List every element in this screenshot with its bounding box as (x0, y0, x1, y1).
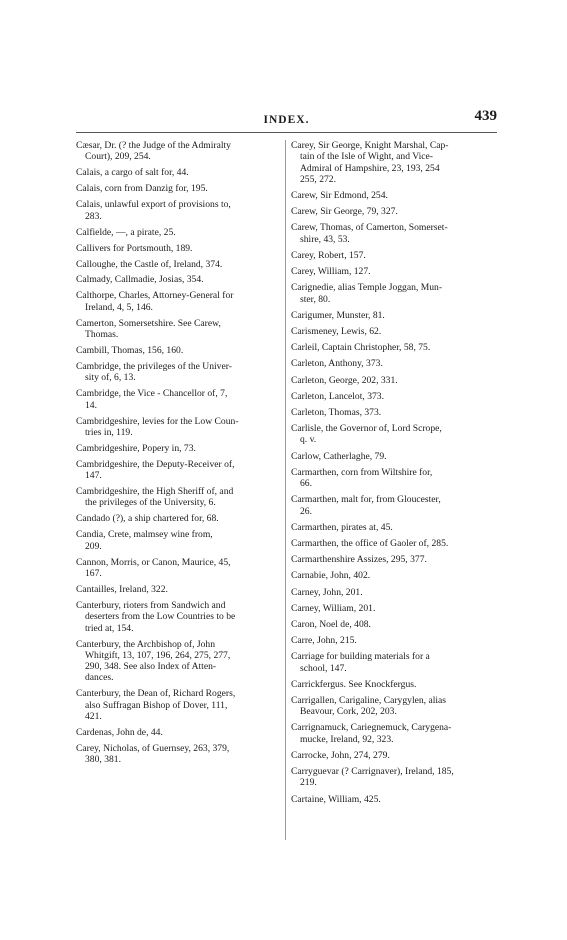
index-entry: Cambridge, the Vice - Chancellor of, 7, 14. (76, 388, 228, 411)
index-entry: Carnabie, John, 402. (291, 570, 371, 582)
index-entry: Cambridgeshire, levies for the Low Coun- tries in, 119. (76, 415, 239, 438)
index-entry: Camerton, Somersetshire. See Carew, Thomas. (76, 317, 221, 341)
index-entry: Carrignamuck, Cariegnemuck, Carygena- mucke, Ireland, 92, 323. (291, 722, 452, 745)
index-entry: Carrickfergus. See Knockfergus. (291, 678, 417, 690)
index-entry: Cambridgeshire, the High Sheriff of, and the privileges of the University, 6. (76, 486, 234, 509)
index-entry: Cardenas, John de, 44. (76, 726, 163, 738)
index-entry: Carre, John, 215. (291, 635, 357, 647)
index-column-right (291, 140, 496, 810)
index-entry: Candia, Crete, malmsey wine from, 209. (76, 529, 213, 552)
index-entry: Carey, William, 127. (291, 266, 371, 278)
index-entry: Callivers for Portsmouth, 189. (76, 242, 193, 254)
index-entry: Calloughe, the Castle of, Ireland, 374. (76, 258, 223, 270)
index-entry: Carleton, Lancelot, 373. (291, 390, 384, 402)
page-number: 439 (474, 108, 497, 124)
index-entry: Canterbury, the Archbishop of, John Whitgift, 13, 107, 196, 264, 275, 277, 290, 348. See also Index of Atten- dances. (76, 638, 231, 684)
index-entry: Carleton, Anthony, 373. (291, 358, 383, 370)
index-entry: Calthorpe, Charles, Attorney-General for Ireland, 4, 5, 146. (76, 290, 234, 313)
index-entry: Cambridgeshire, Popery in, 73. (76, 442, 196, 454)
index-entry: Carrigallen, Carigaline, Carygylen, alias Beavour, Cork, 202, 203. (291, 694, 447, 718)
index-entry: Carey, Sir George, Knight Marshal, Cap- tain of the Isle of Wight, and Vice- Admiral of Hampshire, 23, 193, 254 255, 272. (291, 140, 449, 185)
index-entry: Cambridgeshire, the Deputy-Receiver of, 147. (76, 458, 235, 482)
index-entry: Cambridge, the privileges of the Univer- sity of, 6, 13. (76, 361, 232, 384)
index-entry: Calfielde, —, a pirate, 25. (76, 226, 176, 238)
header-title: INDEX. (263, 114, 310, 126)
index-entry: Carmarthenshire Assizes, 295, 377. (291, 554, 427, 566)
running-header (76, 108, 497, 128)
index-entry: Calmady, Callmadie, Josias, 354. (76, 274, 204, 286)
index-entry: Carey, Nicholas, of Guernsey, 263, 379, 380, 381. (76, 742, 230, 766)
index-entry: Carleil, Captain Christopher, 58, 75. (291, 342, 431, 354)
index-entry: Calais, unlawful export of provisions to, 283. (76, 199, 231, 222)
index-column-left (76, 140, 281, 770)
index-entry: Canterbury, the Dean of, Richard Rogers, also Suffragan Bishop of Dover, 111, 421. (76, 688, 236, 722)
index-entry: Cantailles, Ireland, 322. (76, 583, 168, 595)
index-entry: Carriage for building materials for a school, 147. (291, 651, 430, 674)
index-entry: Carew, Sir Edmond, 254. (291, 190, 388, 202)
index-entry: Carew, Sir George, 79, 327. (291, 206, 398, 218)
index-entry: Carlow, Catherlaghe, 79. (291, 450, 387, 462)
index-entry: Cartaine, William, 425. (291, 793, 381, 805)
index-entry: Carney, John, 201. (291, 586, 363, 598)
index-entry: Carmarthen, malt for, from Gloucester, 26. (291, 494, 441, 517)
index-entry: Carlisle, the Governor of, Lord Scrope, q. v. (291, 423, 442, 446)
index-entry: Calais, corn from Danzig for, 195. (76, 183, 208, 195)
index-entry: Carrocke, John, 274, 279. (291, 749, 390, 761)
index-entry: Carismeney, Lewis, 62. (291, 325, 382, 337)
index-entry: Carleton, Thomas, 373. (291, 406, 382, 418)
index-entry: Carmarthen, the office of Gaoler of, 285. (291, 537, 449, 549)
index-entry: Carmarthen, pirates at, 45. (291, 521, 393, 533)
index-entry: Carignedie, alias Temple Joggan, Mun- ster, 80. (291, 282, 443, 305)
index-entry: Carey, Robert, 157. (291, 249, 366, 261)
index-entry: Cannon, Morris, or Canon, Maurice, 45, 167. (76, 556, 231, 579)
index-entry: Carleton, George, 202, 331. (291, 374, 398, 386)
index-entry: Candado (?), a ship chartered for, 68. (76, 513, 219, 525)
column-divider (285, 140, 286, 840)
index-entry: Carigumer, Munster, 81. (291, 309, 385, 321)
index-entry: Cæsar, Dr. (? the Judge of the Admiralty Court), 209, 254. (76, 140, 231, 163)
index-entry: Caron, Noel de, 408. (291, 618, 371, 630)
index-entry: Carew, Thomas, of Camerton, Somerset- shire, 43, 53. (291, 222, 448, 245)
index-entry: Canterbury, rioters from Sandwich and deserters from the Low Countries to be tried at, 154. (76, 599, 236, 634)
header-rule (76, 132, 497, 133)
index-entry: Cambill, Thomas, 156, 160. (76, 345, 184, 357)
index-entry: Carmarthen, corn from Wiltshire for, 66. (291, 466, 433, 490)
index-entry: Carney, William, 201. (291, 602, 376, 614)
index-entry: Carryguevar (? Carrignaver), Ireland, 185, 219. (291, 766, 454, 789)
index-entry: Calais, a cargo of salt for, 44. (76, 167, 189, 179)
